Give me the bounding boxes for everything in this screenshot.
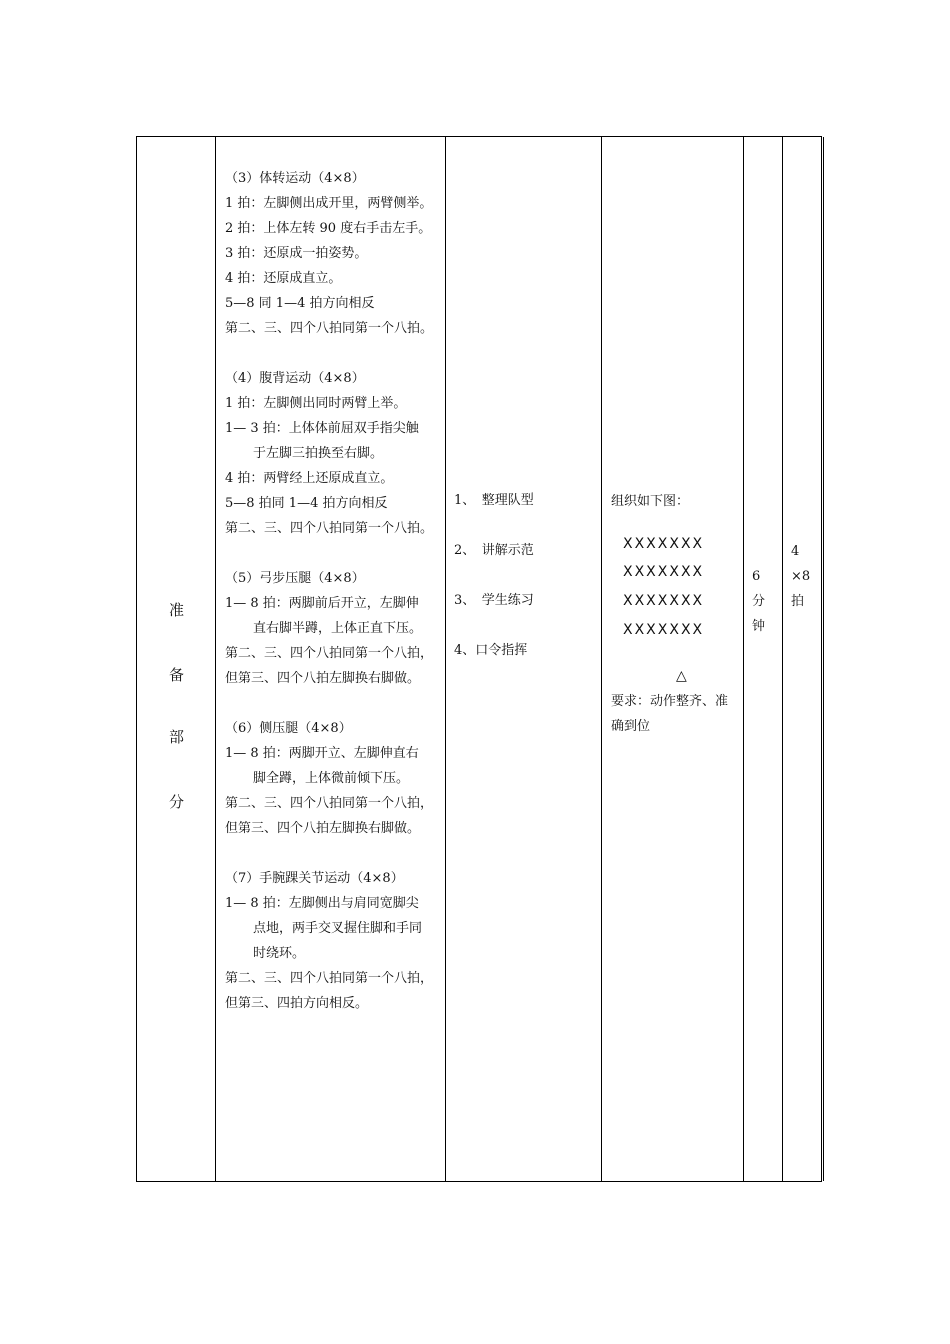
content-line: 第二、三、四个八拍同第一个八拍， xyxy=(225,971,434,986)
method-item: 2、 讲解示范 xyxy=(454,543,534,558)
content-line: 第二、三、四个八拍同第一个八拍。 xyxy=(225,321,434,336)
content-line: （6）侧压腿（4×8） xyxy=(225,721,352,736)
formation-row: XXXXXXX xyxy=(623,564,705,580)
formation-row: XXXXXXX xyxy=(623,622,705,638)
organization-title: 组织如下图： xyxy=(611,494,690,509)
content-line: 第二、三、四个八拍同第一个八拍， xyxy=(225,796,434,811)
content-line: 脚全蹲，上体微前倾下压。 xyxy=(253,771,410,786)
count-line: 拍 xyxy=(791,594,805,609)
content-spacer xyxy=(225,341,445,366)
content-line: 1— 3 拍：上体体前屈双手指尖触 xyxy=(225,421,419,436)
content-line: 3 拍：还原成一拍姿势。 xyxy=(225,246,368,261)
time-line: 钟 xyxy=(752,619,766,634)
content-line: 1— 8 拍：左脚侧出与肩同宽脚尖 xyxy=(225,896,419,911)
content-line: 直右脚半蹲，上体正直下压。 xyxy=(253,621,423,636)
section-label-char: 部 xyxy=(168,728,184,746)
time-line: 分 xyxy=(752,594,766,609)
content-line: 第二、三、四个八拍同第一个八拍。 xyxy=(225,521,434,536)
content-line: 但第三、四拍方向相反。 xyxy=(225,996,369,1011)
content-line: （5）弓步压腿（4×8） xyxy=(225,571,365,586)
requirement-line: 确到位 xyxy=(611,719,651,734)
content-spacer xyxy=(225,691,445,716)
content-line: 4 拍：还原成直立。 xyxy=(225,271,342,286)
count-line: 4 xyxy=(791,544,800,559)
method-item: 4、口令指挥 xyxy=(454,643,528,658)
table-outer-edge xyxy=(823,137,824,1181)
teaching-method-cell xyxy=(446,137,601,1181)
section-label-char: 分 xyxy=(168,793,184,811)
section-label-char: 备 xyxy=(168,666,184,684)
content-line: 于左脚三拍换至右脚。 xyxy=(253,446,384,461)
requirement-line: 要求：动作整齐、准 xyxy=(611,694,729,709)
content-line: 5—8 同 1—4 拍方向相反 xyxy=(225,296,375,311)
formation-row: XXXXXXX xyxy=(623,593,705,609)
content-line: 时绕环。 xyxy=(253,946,306,961)
method-item: 3、 学生练习 xyxy=(454,593,534,608)
content-line: （4）腹背运动（4×8） xyxy=(225,371,365,386)
count-cell xyxy=(783,137,823,1181)
content-line: 点地，两手交叉握住脚和手同 xyxy=(253,921,423,936)
teacher-position-symbol: △ xyxy=(676,668,687,684)
content-line: 5—8 拍同 1—4 拍方向相反 xyxy=(225,496,388,511)
content-line: （7）手腕踝关节运动（4×8） xyxy=(225,871,404,886)
content-spacer xyxy=(225,541,445,566)
content-line: 第二、三、四个八拍同第一个八拍， xyxy=(225,646,434,661)
content-line: 1— 8 拍：两脚开立、左脚伸直右 xyxy=(225,746,419,761)
column-divider xyxy=(215,137,216,1181)
exercise-content-list xyxy=(225,166,445,1016)
section-label-cell xyxy=(137,137,215,1181)
formation-row: XXXXXXX xyxy=(623,536,705,552)
content-line: 1— 8 拍：两脚前后开立，左脚伸 xyxy=(225,596,419,611)
content-line: 2 拍：上体左转 90 度右手击左手。 xyxy=(225,221,432,236)
time-cell xyxy=(744,137,782,1181)
exercise-content-cell xyxy=(225,137,445,1181)
section-label-char: 准 xyxy=(168,601,184,619)
lesson-table xyxy=(136,136,822,1182)
content-line: 1 拍：左脚侧出同时两臂上举。 xyxy=(225,396,407,411)
content-line: 但第三、四个八拍左脚换右脚做。 xyxy=(225,671,421,686)
count-line: ×8 xyxy=(791,569,811,584)
content-line: 但第三、四个八拍左脚换右脚做。 xyxy=(225,821,421,836)
time-line: 6 xyxy=(752,569,761,584)
content-spacer xyxy=(225,841,445,866)
content-line: 1 拍：左脚侧出成开里，两臂侧举。 xyxy=(225,196,433,211)
organization-cell xyxy=(602,137,743,1181)
content-line: （3）体转运动（4×8） xyxy=(225,171,365,186)
method-item: 1、 整理队型 xyxy=(454,493,534,508)
content-line: 4 拍：两臂经上还原成直立。 xyxy=(225,471,394,486)
